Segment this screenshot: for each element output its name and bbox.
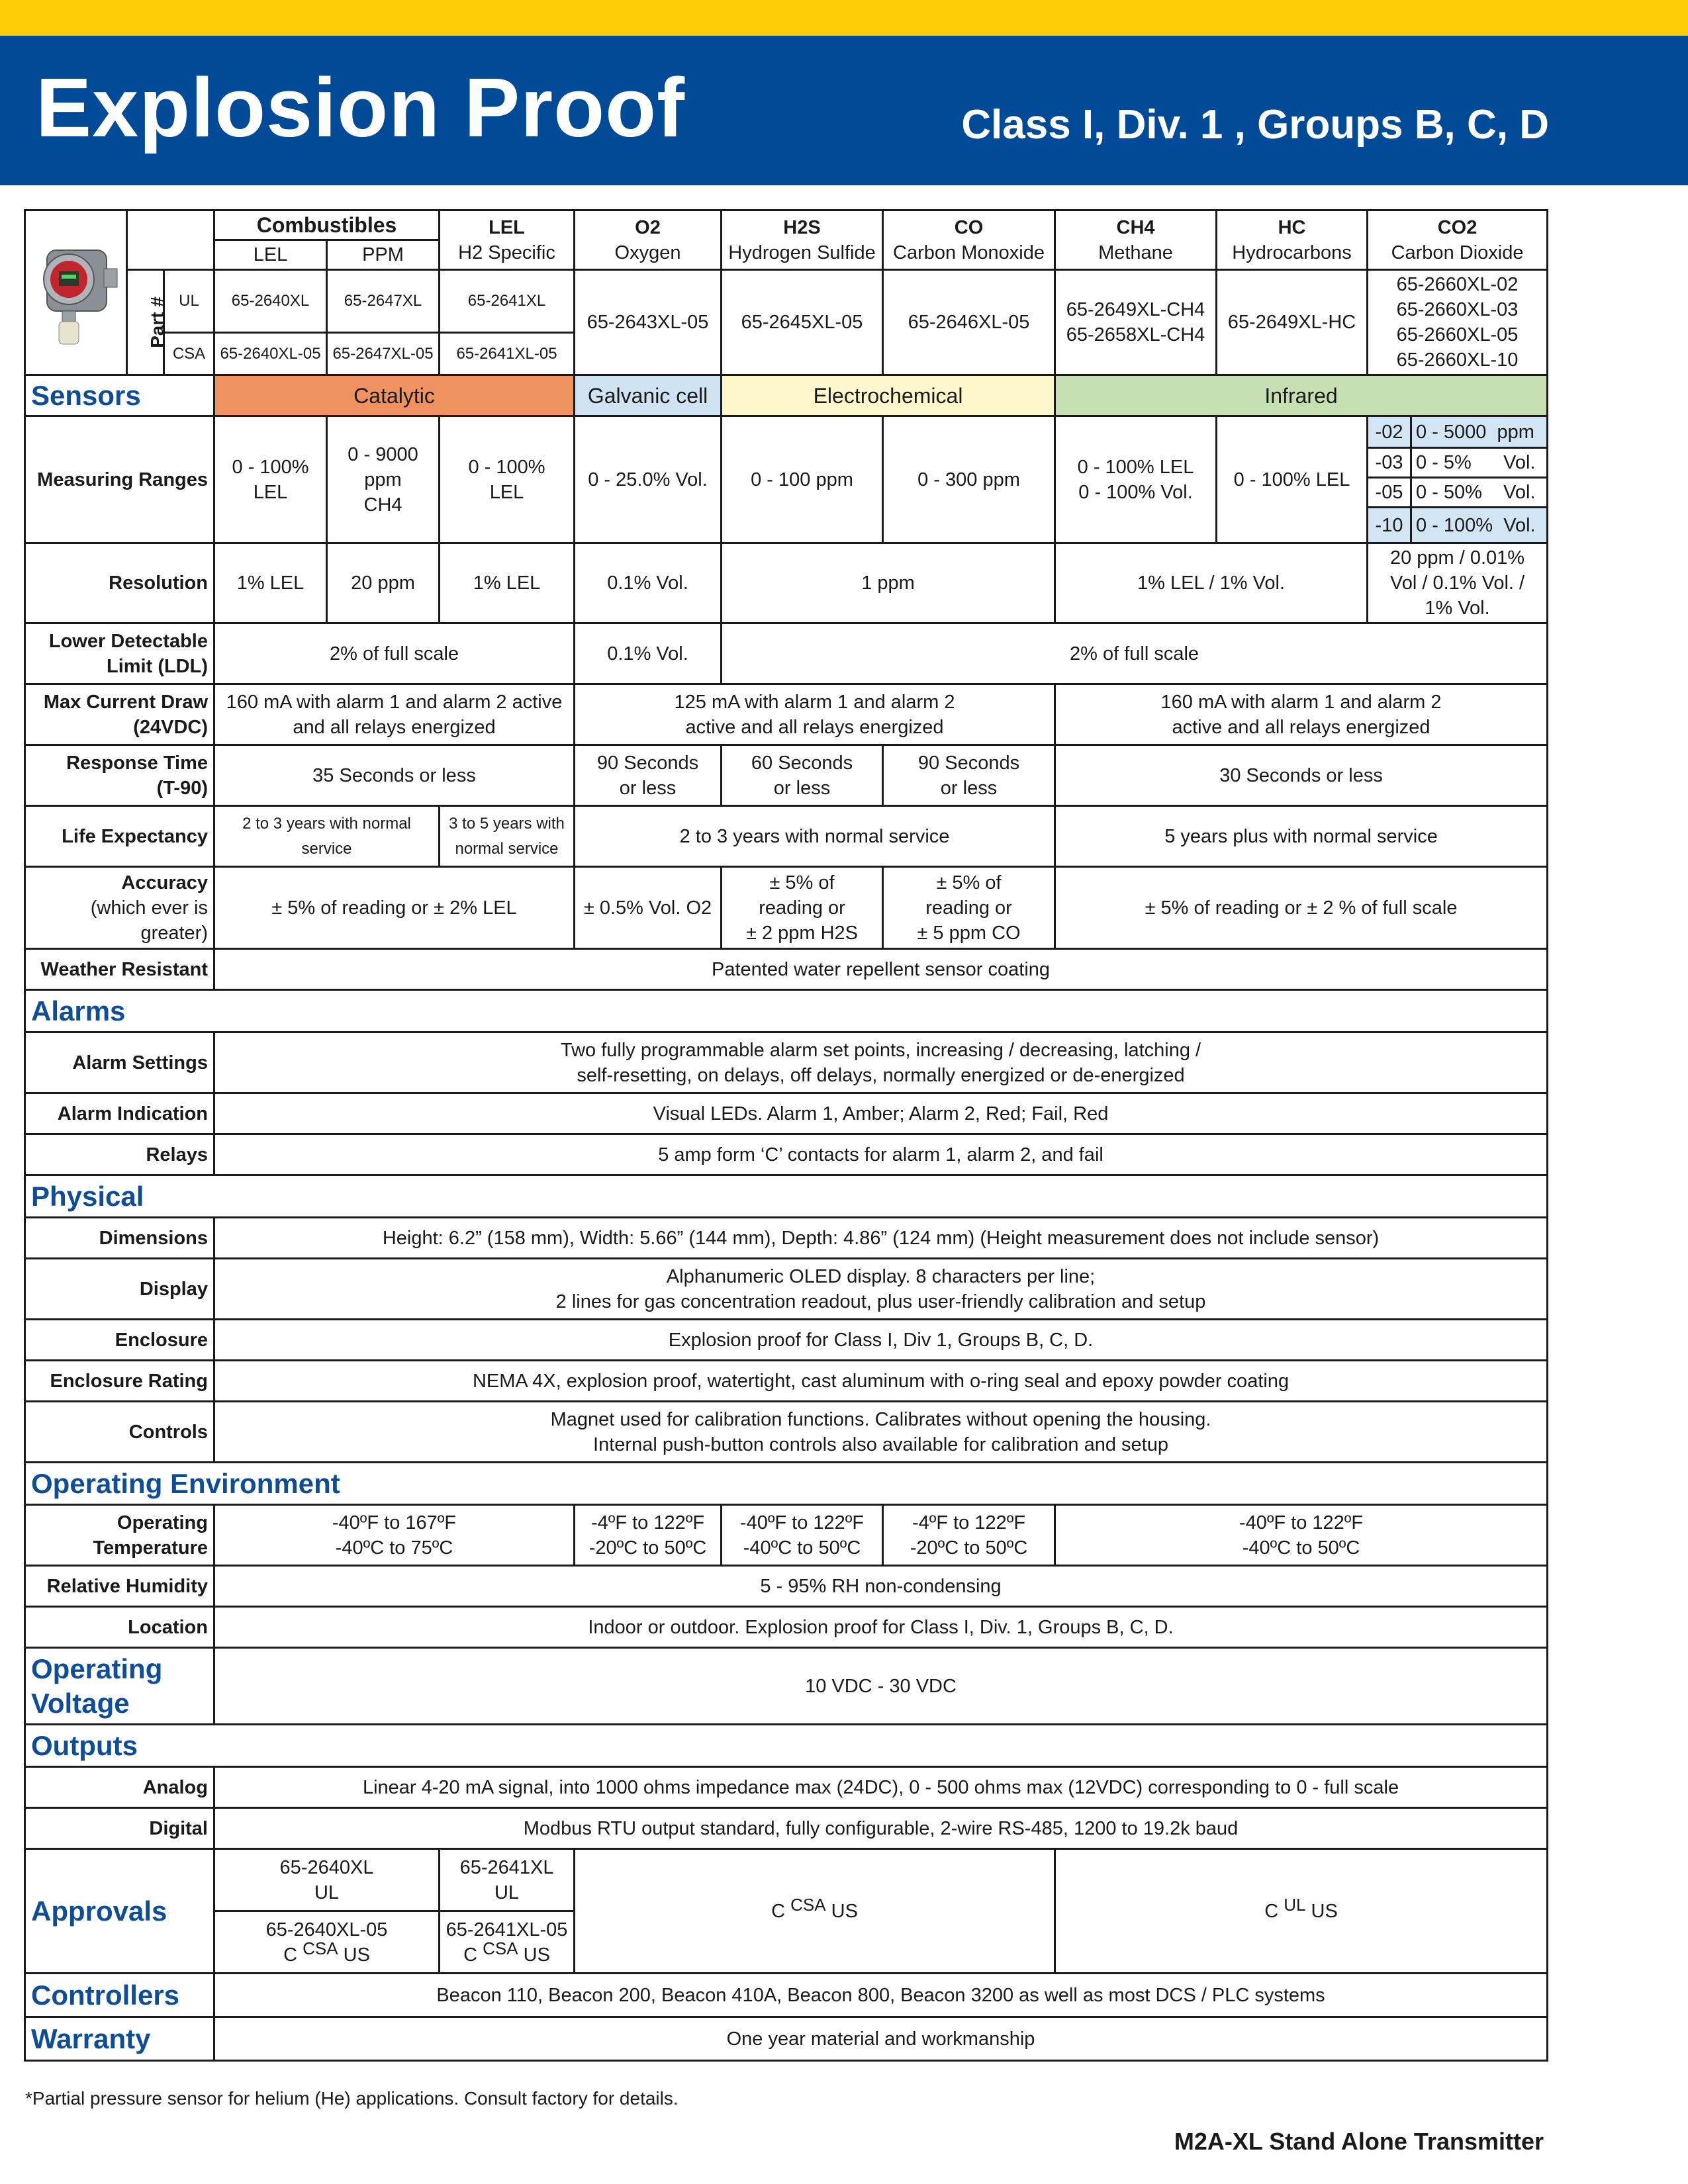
transmitter-image [32, 237, 120, 348]
weather-resistant-label: Weather Resistant [25, 949, 214, 990]
life-combustibles: 2 to 3 years with normal service [214, 806, 440, 867]
approval-h2-ul: 65-2641XL UL [440, 1849, 575, 1911]
current-toxic: 125 mA with alarm 1 and alarm 2 active and all relays energized [575, 684, 1055, 745]
page-title: Explosion Proof [36, 61, 686, 154]
digital-label: Digital [25, 1808, 214, 1849]
sensor-image-cell [25, 210, 127, 375]
accuracy-label: Accuracy (which ever is greater) [25, 867, 214, 949]
accuracy-co: ± 5% of reading or ± 5 ppm CO [883, 867, 1055, 949]
alarm-settings-value: Two fully programmable alarm set points, increasing / decreasing, latching / self-resetting, on delays, off delays, normally energized or de-energized [214, 1032, 1548, 1093]
model-name: M2A-XL Stand Alone Transmitter [1174, 2128, 1544, 2155]
combustibles-header: Combustibles [214, 210, 440, 240]
comb-ppm-subheader: PPM [327, 240, 440, 270]
response-ir: 30 Seconds or less [1055, 745, 1548, 806]
life-h2: 3 to 5 years with normal service [440, 806, 575, 867]
location-label: Location [25, 1607, 214, 1648]
page-subtitle: Class I, Div. 1 , Groups B, C, D [961, 102, 1549, 148]
ch4-part: 65-2649XL-CH4 65-2658XL-CH4 [1055, 270, 1217, 375]
response-time-label: Response Time (T-90) [25, 745, 214, 806]
part-number-label: Part # [127, 270, 164, 375]
csa-label: CSA [164, 333, 214, 375]
digital-value: Modbus RTU output standard, fully configurable, 2-wire RS-485, 1200 to 19.2k baud [214, 1808, 1548, 1849]
life-toxic: 2 to 3 years with normal service [575, 806, 1055, 867]
co2-range-code-05: -05 [1368, 478, 1411, 508]
resolution-lel: 1% LEL [214, 543, 327, 623]
resolution-toxic: 1 ppm [722, 543, 1055, 623]
spec-table [24, 209, 1548, 2062]
co-header: CO Carbon Monoxide [883, 210, 1055, 270]
range-ch4: 0 - 100% LEL 0 - 100% Vol. [1055, 416, 1217, 543]
dimensions-label: Dimensions [25, 1218, 214, 1259]
location-value: Indoor or outdoor. Explosion proof for Class I, Div. 1, Groups B, C, D. [214, 1607, 1548, 1648]
controls-value: Magnet used for calibration functions. Calibrates without opening the housing. Internal push-button controls also available for calibration and setup [214, 1402, 1548, 1463]
response-co: 90 Seconds or less [883, 745, 1055, 806]
csa-lel-part: 65-2640XL-05 [214, 333, 327, 375]
range-h2s: 0 - 100 ppm [722, 416, 883, 543]
measuring-ranges-label: Measuring Ranges [25, 416, 214, 543]
ul-h2-part: 65-2641XL [440, 270, 575, 333]
relays-label: Relays [25, 1134, 214, 1175]
voltage-section-title: Operating Voltage [25, 1648, 214, 1725]
temp-h2s: -40ºF to 122ºF -40ºC to 50ºC [722, 1505, 883, 1566]
approval-ir-ul: C UL US [1055, 1849, 1548, 1974]
co2-range-value-02: 0 - 5000 ppm [1411, 416, 1548, 448]
warranty-value: One year material and workmanship [214, 2017, 1548, 2061]
current-ir: 160 mA with alarm 1 and alarm 2 active and all relays energized [1055, 684, 1548, 745]
co2-header: CO2 Carbon Dioxide [1368, 210, 1548, 270]
approval-h2-csa: 65-2641XL-05 C CSA US [440, 1911, 575, 1974]
analog-value: Linear 4-20 mA signal, into 1000 ohms impedance max (24DC), 0 - 500 ohms max (12VDC) corresponding to 0 - full scale [214, 1767, 1548, 1808]
electrochemical-sensor-type: Electrochemical [722, 375, 1055, 416]
range-h2: 0 - 100% LEL [440, 416, 575, 543]
controls-label: Controls [25, 1402, 214, 1463]
controllers-section-title: Controllers [25, 1974, 214, 2017]
approval-comb-csa: 65-2640XL-05 C CSA US [214, 1911, 440, 1974]
range-ppm: 0 - 9000 ppm CH4 [327, 416, 440, 543]
voltage-value: 10 VDC - 30 VDC [214, 1648, 1548, 1725]
h2s-header: H2S Hydrogen Sulfide [722, 210, 883, 270]
weather-resistant-value: Patented water repellent sensor coating [214, 949, 1548, 990]
resolution-o2: 0.1% Vol. [575, 543, 722, 623]
current-combustibles: 160 mA with alarm 1 and alarm 2 active and all relays energized [214, 684, 575, 745]
life-ir: 5 years plus with normal service [1055, 806, 1548, 867]
display-value: Alphanumeric OLED display. 8 characters per line; 2 lines for gas concentration readout, plus user-friendly calibration and setup [214, 1259, 1548, 1320]
co2-range-value-05: 0 - 50% Vol. [1411, 478, 1548, 508]
accuracy-o2: ± 0.5% Vol. O2 [575, 867, 722, 949]
co-part: 65-2646XL-05 [883, 270, 1055, 375]
infrared-sensor-type: Infrared [1055, 375, 1548, 416]
resolution-co2: 20 ppm / 0.01% Vol / 0.1% Vol. / 1% Vol. [1368, 543, 1548, 623]
alarm-indication-label: Alarm Indication [25, 1093, 214, 1134]
sensors-section-title: Sensors [25, 375, 214, 416]
ldl-rest: 2% of full scale [722, 623, 1548, 684]
co2-range-value-10: 0 - 100% Vol. [1411, 508, 1548, 543]
resolution-ppm: 20 ppm [327, 543, 440, 623]
response-h2s: 60 Seconds or less [722, 745, 883, 806]
enclosure-rating-label: Enclosure Rating [25, 1361, 214, 1402]
operating-temperature-label: Operating Temperature [25, 1505, 214, 1566]
max-current-label: Max Current Draw (24VDC) [25, 684, 214, 745]
warranty-section-title: Warranty [25, 2017, 214, 2061]
ldl-o2: 0.1% Vol. [575, 623, 722, 684]
approvals-section-title: Approvals [25, 1849, 214, 1974]
response-combustibles: 35 Seconds or less [214, 745, 575, 806]
dimensions-value: Height: 6.2” (158 mm), Width: 5.66” (144 mm), Depth: 4.86” (124 mm) (Height measurement does not include sensor) [214, 1218, 1548, 1259]
resolution-h2: 1% LEL [440, 543, 575, 623]
ul-lel-part: 65-2640XL [214, 270, 327, 333]
h2s-part: 65-2645XL-05 [722, 270, 883, 375]
ul-ppm-part: 65-2647XL [327, 270, 440, 333]
display-label: Display [25, 1259, 214, 1320]
relative-humidity-label: Relative Humidity [25, 1566, 214, 1607]
alarms-section-title: Alarms [25, 990, 1548, 1032]
range-co: 0 - 300 ppm [883, 416, 1055, 543]
range-hc: 0 - 100% LEL [1217, 416, 1368, 543]
temp-o2: -4ºF to 122ºF -20ºC to 50ºC [575, 1505, 722, 1566]
alarm-settings-label: Alarm Settings [25, 1032, 214, 1093]
blank-header [127, 210, 214, 270]
lel-h2-header: LEL H2 Specific [440, 210, 575, 270]
temp-combustibles: -40ºF to 167ºF -40ºC to 75ºC [214, 1505, 575, 1566]
accuracy-h2s: ± 5% of reading or ± 2 ppm H2S [722, 867, 883, 949]
temp-co: -4ºF to 122ºF -20ºC to 50ºC [883, 1505, 1055, 1566]
top-yellow-stripe [0, 0, 1688, 36]
co2-range-code-10: -10 [1368, 508, 1411, 543]
alarm-indication-value: Visual LEDs. Alarm 1, Amber; Alarm 2, Red; Fail, Red [214, 1093, 1548, 1134]
relative-humidity-value: 5 - 95% RH non-condensing [214, 1566, 1548, 1607]
range-lel: 0 - 100% LEL [214, 416, 327, 543]
approval-comb-ul: 65-2640XL UL [214, 1849, 440, 1911]
co2-range-code-02: -02 [1368, 416, 1411, 448]
comb-lel-subheader: LEL [214, 240, 327, 270]
hc-header: HC Hydrocarbons [1217, 210, 1368, 270]
relays-value: 5 amp form ‘C’ contacts for alarm 1, alarm 2, and fail [214, 1134, 1548, 1175]
accuracy-combustibles: ± 5% of reading or ± 2% LEL [214, 867, 575, 949]
footnote: *Partial pressure sensor for helium (He) applications. Consult factory for details. [25, 2088, 679, 2109]
accuracy-ir: ± 5% of reading or ± 2 % of full scale [1055, 867, 1548, 949]
approval-toxic-csa: C CSA US [575, 1849, 1055, 1974]
co2-part: 65-2660XL-02 65-2660XL-03 65-2660XL-05 65-2660XL-10 [1368, 270, 1548, 375]
galvanic-sensor-type: Galvanic cell [575, 375, 722, 416]
co2-range-value-03: 0 - 5% Vol. [1411, 448, 1548, 478]
enclosure-rating-value: NEMA 4X, explosion proof, watertight, cast aluminum with o-ring seal and epoxy powder coating [214, 1361, 1548, 1402]
life-expectancy-label: Life Expectancy [25, 806, 214, 867]
response-o2: 90 Seconds or less [575, 745, 722, 806]
range-o2: 0 - 25.0% Vol. [575, 416, 722, 543]
resolution-label: Resolution [25, 543, 214, 623]
enclosure-label: Enclosure [25, 1320, 214, 1361]
ldl-label: Lower Detectable Limit (LDL) [25, 623, 214, 684]
temp-ir: -40ºF to 122ºF -40ºC to 50ºC [1055, 1505, 1548, 1566]
csa-h2-part: 65-2641XL-05 [440, 333, 575, 375]
resolution-ir: 1% LEL / 1% Vol. [1055, 543, 1368, 623]
catalytic-sensor-type: Catalytic [214, 375, 575, 416]
outputs-section-title: Outputs [25, 1725, 1548, 1767]
enclosure-value: Explosion proof for Class I, Div 1, Groups B, C, D. [214, 1320, 1548, 1361]
environment-section-title: Operating Environment [25, 1463, 1548, 1505]
ldl-combustibles: 2% of full scale [214, 623, 575, 684]
controllers-value: Beacon 110, Beacon 200, Beacon 410A, Beacon 800, Beacon 3200 as well as most DCS / PLC systems [214, 1974, 1548, 2017]
o2-header: O2 Oxygen [575, 210, 722, 270]
analog-label: Analog [25, 1767, 214, 1808]
ul-label: UL [164, 270, 214, 333]
csa-ppm-part: 65-2647XL-05 [327, 333, 440, 375]
ch4-header: CH4 Methane [1055, 210, 1217, 270]
co2-range-code-03: -03 [1368, 448, 1411, 478]
o2-part: 65-2643XL-05 [575, 270, 722, 375]
physical-section-title: Physical [25, 1175, 1548, 1218]
hc-part: 65-2649XL-HC [1217, 270, 1368, 375]
